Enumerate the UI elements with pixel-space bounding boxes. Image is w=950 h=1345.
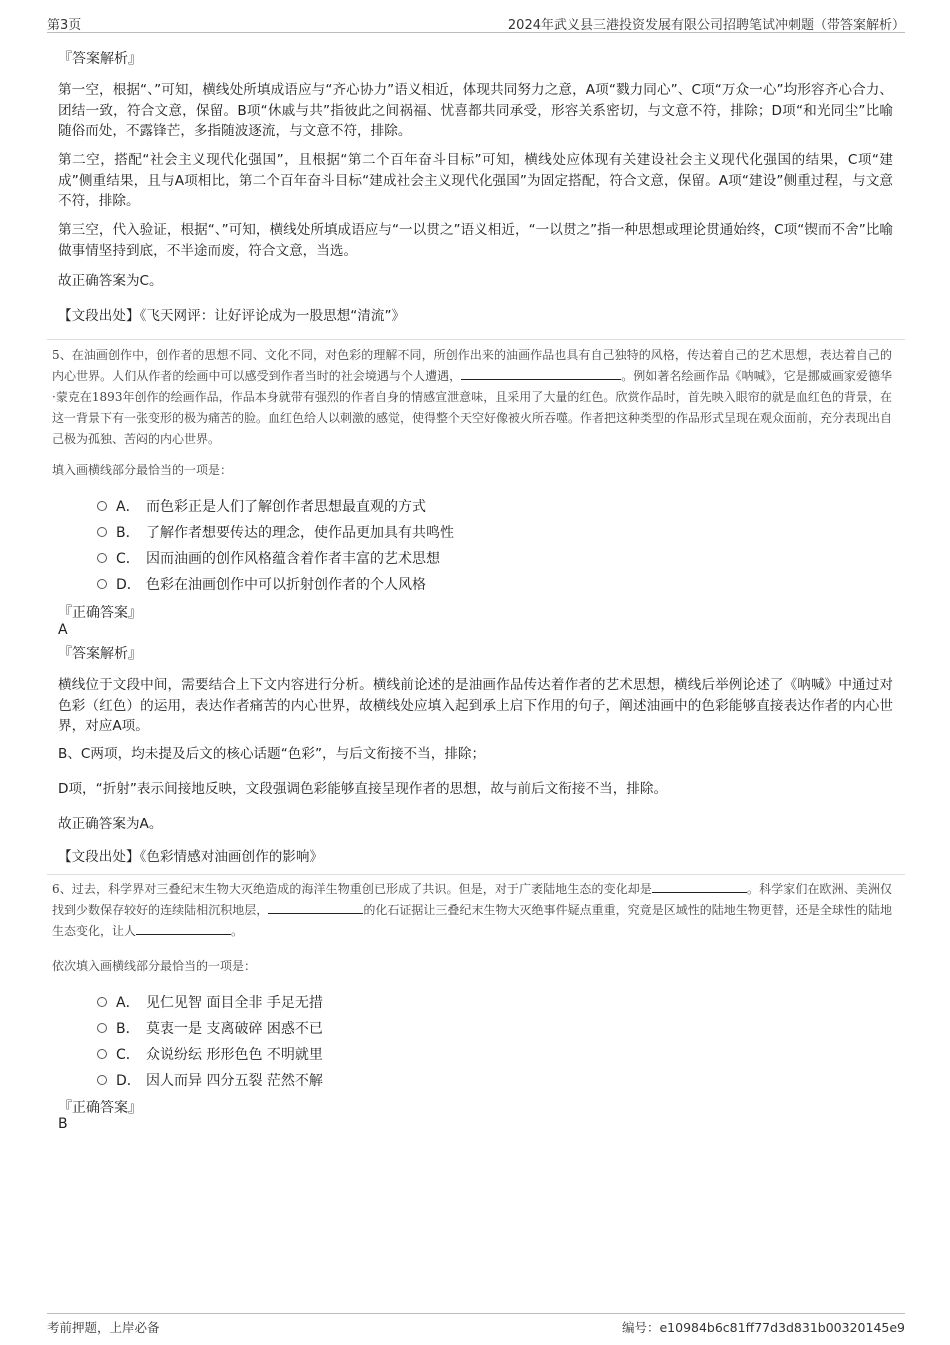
q5-option-a[interactable] bbox=[97, 496, 426, 518]
q6-option-a[interactable] bbox=[97, 992, 323, 1014]
q5-analysis-paragraph-1: 横线位于文段中间，需要结合上下文内容进行分析。横线前论述的是油画作品传达着作者的艺术思想，横线后举例论述了《呐喊》中通过对色彩（红色）的运用，表达作者痛苦的内心世界，故横线处应填入起到承上启下作用的句子，阐述油画中的色彩能够直接表达作者的内心世界，对应A项。 bbox=[58, 677, 893, 734]
q6-option-c[interactable] bbox=[97, 1044, 323, 1066]
radio-icon[interactable] bbox=[97, 1023, 107, 1033]
q5-analysis-paragraph-2: B、C两项，均未提及后文的核心话题“色彩”，与后文衔接不当，排除； bbox=[58, 746, 486, 762]
divider bbox=[47, 874, 905, 875]
option-letter: D． bbox=[116, 577, 141, 593]
fill-blank bbox=[461, 367, 621, 380]
source-citation: 【文段出处】《飞天网评：让好评论成为一股思想“清流”》 bbox=[58, 308, 406, 324]
q6-text-2: 。科学家们在欧洲、美洲仅找到少数保存较好的连续陆相沉积地层， bbox=[52, 882, 892, 917]
analysis-label: 『答案解析』 bbox=[58, 646, 142, 662]
footer-slogan: 考前押题，上岸必备 bbox=[47, 1320, 160, 1335]
q5-text-before: 5、在油画创作中，创作者的思想不同、文化不同，对色彩的理解不同，所创作出来的油画作品也具有自己独特的风格，传达着自己的艺术思想，表达着自己的内心世界。人们从作者的绘画中可以感受到作者当时的社会境遇与个人遭遇， bbox=[52, 348, 892, 383]
fill-blank bbox=[136, 922, 231, 935]
analysis-paragraph-1: 第一空，根据“、”可知，横线处所填成语应与“齐心协力”语义相近，体现共同努力之意，A项“戮力同心”、C项“万众一心”均形容齐心合力、团结一致，符合文意，保留。B项“休戚与共”指彼此之间祸福、忧喜都共同承受，形容关系密切，与文意不符，排除；D项“和光同尘”比喻随俗而处，不露锋芒，多指随波逐流，与文意不符，排除。 bbox=[58, 82, 893, 139]
option-letter: B． bbox=[116, 1021, 140, 1037]
radio-icon[interactable] bbox=[97, 1049, 107, 1059]
question-6-prompt: 依次填入画横线部分最恰当的一项是： bbox=[52, 959, 257, 973]
option-text: 众说纷纭 形形色色 不明就里 bbox=[146, 1047, 323, 1063]
q5-option-b[interactable] bbox=[97, 522, 454, 544]
radio-icon[interactable] bbox=[97, 501, 107, 511]
option-text: 了解作者想要传达的理念，使作品更加具有共鸣性 bbox=[146, 525, 454, 541]
correct-answer-value: B bbox=[58, 1116, 68, 1132]
q6-option-d[interactable] bbox=[97, 1070, 323, 1092]
option-letter: C． bbox=[116, 551, 140, 567]
option-letter: C． bbox=[116, 1047, 140, 1063]
q6-option-b[interactable] bbox=[97, 1018, 323, 1040]
q5-text-after: 。例如著名绘画作品《呐喊》，它是挪威画家爱德华·蒙克在1893年创作的绘画作品，作品本身就带有强烈的作者自身的情感宣泄意味，且采用了大量的红色。欣赏作品时，首先映入眼帘的就是血红色的背景，在这一背景下有一张变形的极为痛苦的脸。血红色给人以刺激的感觉，使得整个天空好像被火所吞噬。作者把这种类型的作品形式呈现在观众面前，充分表现出自己极为孤独、苦闷的内心世界。 bbox=[52, 369, 893, 446]
radio-icon[interactable] bbox=[97, 553, 107, 563]
radio-icon[interactable] bbox=[97, 997, 107, 1007]
fill-blank bbox=[268, 901, 363, 914]
page-number: 第3页 bbox=[47, 18, 82, 33]
radio-icon[interactable] bbox=[97, 579, 107, 589]
document-title: 2024年武义县三港投资发展有限公司招聘笔试冲刺题（带答案解析） bbox=[507, 18, 905, 33]
q5-source-citation: 【文段出处】《色彩情感对油画创作的影响》 bbox=[58, 849, 324, 865]
q6-text-1: 6、过去，科学界对三叠纪末生物大灭绝造成的海洋生物重创已形成了共识。但是，对于广袤陆地生态的变化却是 bbox=[52, 882, 652, 896]
question-5-stem bbox=[52, 345, 892, 450]
radio-icon[interactable] bbox=[97, 1075, 107, 1085]
q5-option-c[interactable] bbox=[97, 548, 440, 570]
option-text: 因人而异 四分五裂 茫然不解 bbox=[146, 1073, 323, 1089]
document-id: 编号：e10984b6c81ff77d3d831b00320145e9 bbox=[621, 1320, 905, 1335]
page-footer bbox=[47, 1313, 905, 1336]
fill-blank bbox=[652, 880, 747, 893]
question-6-stem bbox=[52, 879, 892, 942]
radio-icon[interactable] bbox=[97, 527, 107, 537]
divider bbox=[47, 339, 905, 340]
analysis-paragraph-2: 第二空，搭配“社会主义现代化强国”，且根据“第二个百年奋斗目标”可知，横线处应体现有关建设社会主义现代化强国的结果，C项“建成”侧重结果，且与A项相比，第二个百年奋斗目标“建成社会主义现代化强国”为固定搭配，符合文意，保留。A项“建设”侧重过程，与文意不符，排除。 bbox=[58, 152, 893, 209]
option-text: 见仁见智 面目全非 手足无措 bbox=[146, 995, 323, 1011]
option-letter: A． bbox=[116, 995, 140, 1011]
option-letter: D． bbox=[116, 1073, 141, 1089]
option-text: 色彩在油画创作中可以折射创作者的个人风格 bbox=[146, 577, 426, 593]
q6-text-4: 。 bbox=[231, 924, 244, 938]
option-text: 因而油画的创作风格蕴含着作者丰富的艺术思想 bbox=[146, 551, 440, 567]
option-text: 而色彩正是人们了解创作者思想最直观的方式 bbox=[146, 499, 426, 515]
q5-analysis-paragraph-3: D项，“折射”表示间接地反映，文段强调色彩能够直接呈现作者的思想，故与前后文衔接不当，排除。 bbox=[58, 781, 668, 797]
option-letter: A． bbox=[116, 499, 140, 515]
correct-answer-label: 『正确答案』 bbox=[58, 1100, 142, 1116]
page-header bbox=[47, 12, 905, 33]
question-5-prompt: 填入画横线部分最恰当的一项是： bbox=[52, 463, 233, 477]
correct-answer-value: A bbox=[58, 622, 68, 638]
option-letter: B． bbox=[116, 525, 140, 541]
analysis-conclusion: 故正确答案为C。 bbox=[58, 273, 163, 289]
q5-option-d[interactable] bbox=[97, 574, 426, 596]
q6-text-3: 的化石证据让三叠纪末生物大灭绝事件疑点重重，究竟是区域性的陆地生物更替，还是全球性的陆地生态变化，让人 bbox=[52, 903, 892, 938]
correct-answer-label: 『正确答案』 bbox=[58, 605, 142, 621]
analysis-label: 『答案解析』 bbox=[58, 51, 142, 67]
analysis-paragraph-3: 第三空，代入验证，根据“、”可知，横线处所填成语应与“一以贯之”语义相近，“一以贯之”指一种思想或理论贯通始终，C项“锲而不舍”比喻做事情坚持到底，不半途而废，符合文意，当选。 bbox=[58, 222, 893, 259]
q5-analysis-conclusion: 故正确答案为A。 bbox=[58, 816, 163, 832]
option-text: 莫衷一是 支离破碎 困惑不已 bbox=[146, 1021, 323, 1037]
